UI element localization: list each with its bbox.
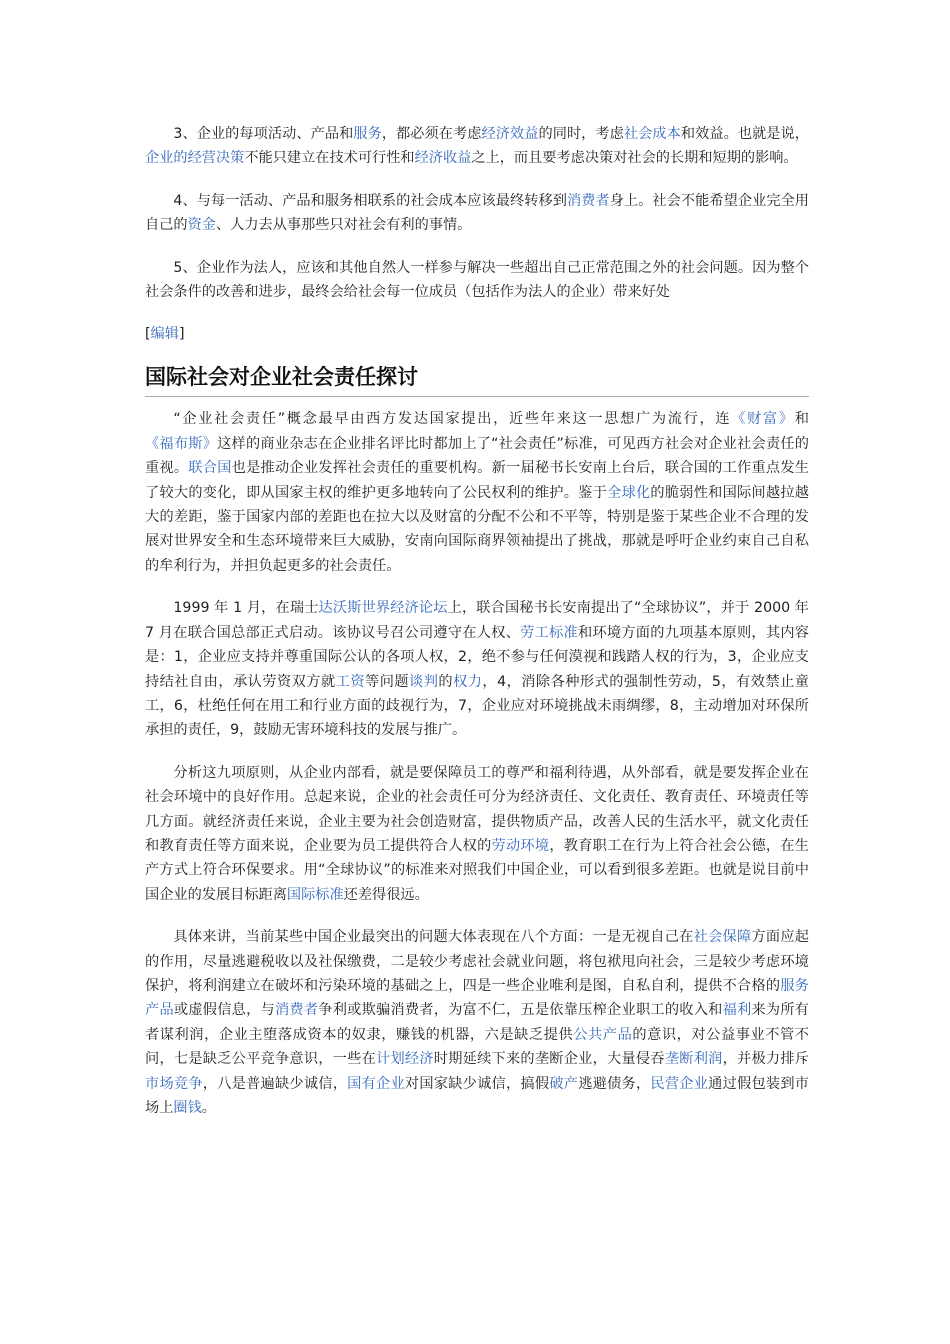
section-paragraphs — [145, 407, 809, 1120]
edit-section-link — [145, 322, 809, 346]
paragraph-text: 的 — [438, 673, 454, 690]
paragraph-text: 、人力去从事那些只对社会有利的事情。 — [215, 217, 472, 234]
inline-link[interactable]: 消费者 — [274, 1002, 319, 1019]
inline-link[interactable]: 全球化 — [607, 484, 651, 501]
paragraph — [145, 407, 809, 578]
inline-link[interactable]: 谈判 — [409, 673, 439, 690]
section-heading: 国际社会对企业社会责任探讨 — [145, 362, 809, 397]
paragraph-text: 4、与每一活动、产品和服务相联系的社会成本应该最终转移到 — [173, 192, 567, 209]
inline-link[interactable]: 国际标准 — [286, 886, 344, 903]
inline-link[interactable]: 权力 — [453, 673, 483, 690]
paragraph — [145, 925, 809, 1120]
inline-link[interactable]: 社会保障 — [693, 929, 752, 946]
inline-link[interactable]: 市场竞争 — [145, 1075, 203, 1092]
paragraph-text: 身上。社会不能希望企业完全用自己的 — [145, 192, 809, 234]
paragraph-text: 不能只建立在技术可行性和 — [244, 150, 415, 167]
paragraph-text: 对国家缺少诚信，搞假 — [404, 1075, 550, 1092]
inline-link[interactable]: 工资 — [335, 673, 366, 690]
paragraph-text: 通过假包装到市场上 — [145, 1075, 809, 1116]
paragraph-text: 逃避债务， — [578, 1075, 651, 1092]
paragraph-text: ，4，消除各种形式的强制性劳动，5，有效禁止童工，6，杜绝任何在用工和行业方面的歧视行为，7，企业应对环境挑战未雨绸缪，8，主动增加对环保所承担的责任，9，鼓励无害环境科技的发展与推广。 — [145, 673, 809, 739]
inline-link[interactable]: 服务产品 — [145, 977, 809, 1019]
paragraph-text: 的脆弱性和国际间越拉越大的差距，鉴于国家内部的差距也在拉大以及财富的分配不公和不平等，特别是鉴于某些企业不合理的发展对世界安全和生态环境带来巨大威胁，安南向国际商界领袖提出了挑战，那就是呼吁企业约束自己自私的牟利行为，并担负起更多的社会责任。 — [145, 484, 809, 574]
inline-link[interactable]: 垄断利润 — [664, 1051, 723, 1068]
inline-link[interactable]: 劳工标准 — [520, 624, 578, 641]
inline-link[interactable]: 达沃斯世界经济论坛 — [318, 600, 448, 617]
paragraph-text: 分析这九项原则，从企业内部看，就是要保障员工的尊严和福利待遇，从外部看，就是要发挥企业在社会环境中的良好作用。总起来说，企业的社会责任可分为经济责任、文化责任、教育责任、环境责任等几方面。就经济责任来说，企业主要为社会创造财富，提供物质产品，改善人民的生活水平，就文化责任和教育责任等方面来说，企业要为员工提供符合人权的 — [145, 764, 809, 854]
inline-link[interactable]: 劳动环境 — [491, 837, 550, 854]
inline-link[interactable]: 社会成本 — [623, 126, 681, 142]
paragraph — [145, 189, 809, 238]
inline-link[interactable]: 福利 — [722, 1002, 752, 1019]
paragraph-text: 时期延续下来的垄断企业，大量侵吞 — [433, 1051, 665, 1068]
paragraph-text: 的同时，考虑 — [538, 126, 624, 142]
inline-link[interactable]: 圈钱 — [173, 1100, 202, 1116]
paragraph-text: ，都必须在考虑 — [381, 126, 482, 142]
paragraph — [145, 122, 809, 171]
paragraph-text: ，八是普遍缺少诚信， — [202, 1075, 348, 1092]
paragraph-text: 方面应起的作用，尽量逃避税收以及社保缴费，二是较少考虑社会就业问题，将包袱甩向社会，三是较少考虑环境保护，将利润建立在破坏和污染环境的基础之上，四是一些企业唯利是图，自私自利，提供不合格的 — [145, 929, 809, 994]
inline-link[interactable]: 公共产品 — [573, 1026, 633, 1043]
inline-link[interactable]: 计划经济 — [376, 1051, 434, 1068]
paragraph-text: 这样的商业杂志在企业排名评比时都加上了“社会责任”标准，可见西方社会对企业社会责任的重视。 — [145, 435, 809, 477]
paragraph-text: 等问题 — [365, 673, 410, 690]
paragraph-text: “企业社会责任”概念最早由西方发达国家提出，近些年来这一思想广为流行，连 — [173, 411, 732, 428]
paragraph-text: 来为所有者谋利润，企业主堕落成资本的奴隶，赚钱的机器，六是缺乏提供 — [145, 1002, 809, 1043]
inline-link[interactable]: 企业的经营决策 — [145, 150, 245, 167]
edit-bracket-close: ] — [178, 326, 185, 343]
inline-link[interactable]: 民营企业 — [650, 1075, 709, 1092]
paragraph-text: 1999 年 1 月，在瑞士 — [173, 600, 319, 617]
paragraph-text: 上，联合国秘书长安南提出了“全球协议”，并于 2000 年 7 月在联合国总部正式启动。该协议号召公司遵守在人权、 — [145, 600, 809, 641]
paragraph-text: 5、企业作为法人，应该和其他自然人一样参与解决一些超出自己正常范围之外的社会问题。因为整个社会条件的改善和进步，最终会给社会每一位成员（包括作为法人的企业）带来好处 — [145, 259, 809, 301]
paragraph — [145, 256, 809, 305]
inline-link[interactable]: 经济效益 — [481, 126, 539, 142]
inline-link[interactable]: 经济收益 — [414, 150, 472, 167]
paragraph-text: 具体来讲，当前某些中国企业最突出的问题大体表现在八个方面：一是无视自己在 — [173, 929, 694, 946]
inline-link[interactable]: 资金 — [187, 217, 216, 234]
paragraph-text: 也是推动企业发挥社会责任的重要机构。新一届秘书长安南上台后，联合国的工作重点发生了较大的变化，即从国家主权的维护更多地转向了公民权利的维护。鉴于 — [145, 460, 809, 501]
paragraph-text: ，教育职工在行为上符合社会公德，在生产方式上符合环保要求。用“全球协议”的标准来对照我们中国企业，可以看到很多差距。也就是说目前中国企业的发展目标距离 — [145, 837, 809, 903]
paragraph-text: 和 — [794, 411, 809, 428]
paragraph — [145, 596, 809, 742]
inline-link[interactable]: 《福布斯》 — [145, 435, 218, 452]
inline-link[interactable]: 国有企业 — [347, 1075, 405, 1092]
inline-link[interactable]: 破产 — [549, 1075, 579, 1092]
paragraph-text: 还差得很远。 — [343, 886, 429, 903]
article-body — [145, 122, 809, 1138]
top-paragraphs — [145, 122, 809, 304]
paragraph-text: 和效益。也就是说， — [680, 126, 809, 142]
inline-link[interactable]: 消费者 — [566, 192, 610, 209]
paragraph — [145, 761, 809, 907]
paragraph-text: 之上，而且要考虑决策对社会的长期和短期的影响。 — [471, 150, 798, 167]
paragraph-text: 。 — [201, 1100, 216, 1116]
paragraph-text: 争利或欺骗消费者，为富不仁，五是依靠压榨企业职工的收入和 — [318, 1002, 723, 1019]
paragraph-text: 3、企业的每项活动、产品和 — [173, 126, 354, 142]
paragraph-text: 和环境方面的九项基本原则，其内容是：1，企业应支持并尊重国际公认的各项人权，2，绝不参与任何漠视和践踏人权的行为，3，企业应支持结社自由，承认劳资双方就 — [145, 624, 809, 690]
inline-link[interactable]: 《财富》 — [731, 411, 795, 428]
paragraph-text: ，并极力排斥 — [722, 1051, 809, 1068]
inline-link[interactable]: 服务 — [353, 126, 382, 142]
inline-link[interactable]: 联合国 — [188, 460, 232, 477]
edit-link[interactable]: 编辑 — [150, 326, 179, 343]
edit-bracket-open: [ — [145, 326, 151, 343]
paragraph-text: 的意识，对公益事业不管不问，七是缺乏公平竞争意识，一些在 — [145, 1026, 809, 1068]
paragraph-text: 或虚假信息，与 — [173, 1002, 275, 1019]
